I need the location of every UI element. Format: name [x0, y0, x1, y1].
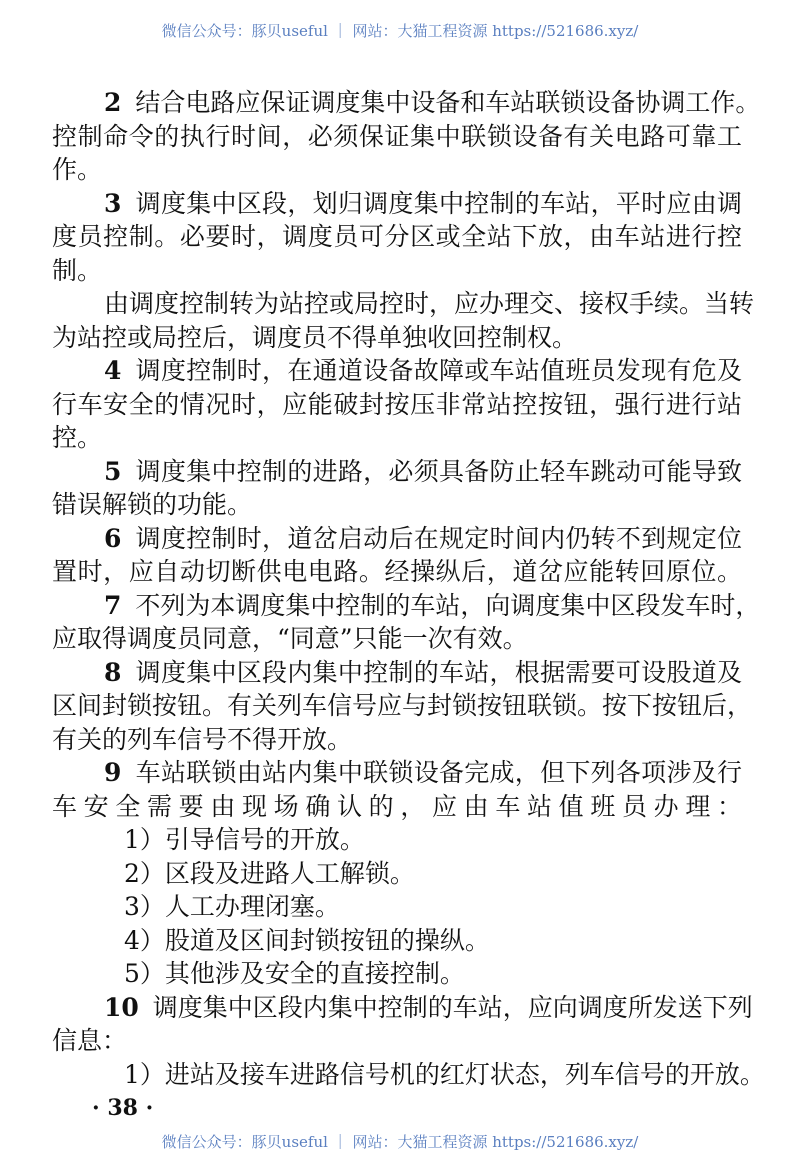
line-text: 车站联锁由站内集中联锁设备完成，但下列各项涉及行 [135, 758, 742, 787]
watermark-footer: 微信公众号：豚贝useful ｜ 网站：大猫工程资源 https://521686.xyz/ [161, 1133, 639, 1151]
text-line [52, 589, 761, 623]
line-text: 不列为本调度集中控制的车站，向调度集中区段发车时， [135, 590, 761, 620]
text-line [52, 455, 742, 489]
line-text: 行车安全的情况时，应能破封按压非常站控按钮，强行进行站 [52, 389, 742, 419]
clause-number: 8 [104, 657, 122, 687]
watermark-header: 微信公众号：豚贝useful ｜ 网站：大猫工程资源 https://521686.xyz/ [161, 22, 639, 40]
page-number: · 38 · [92, 1095, 154, 1121]
text-line [52, 1058, 765, 1092]
line-text: 制。 [52, 255, 103, 285]
text-line [52, 153, 742, 187]
clause-number: 2 [104, 88, 122, 117]
text-line [52, 756, 742, 790]
clause-number: 10 [104, 992, 139, 1022]
clause-number: 4 [104, 356, 122, 385]
text-line [52, 656, 742, 690]
line-text: 为站控或局控后，调度员不得单独收回控制权。 [52, 322, 578, 352]
clause-number: 9 [104, 758, 122, 787]
line-text: 车安全需要由现场确认的，应由车站值班员办理： [52, 791, 742, 821]
line-text: 错误解锁的功能。 [52, 490, 253, 519]
line-text: 调度集中区段内集中控制的车站，应向调度所发送下列 [152, 992, 753, 1022]
line-text: 4）股道及区间封锁按钮的操纵。 [124, 925, 490, 955]
line-text: 应取得调度员同意，“同意”只能一次有效。 [52, 624, 528, 653]
text-line [52, 689, 753, 723]
text-line [52, 421, 742, 455]
text-line [52, 555, 742, 589]
text-line [52, 857, 742, 891]
line-text: 1）引导信号的开放。 [124, 825, 365, 854]
line-text: 1）进站及接车进路信号机的红灯状态，列车信号的开放。 [124, 1059, 765, 1089]
text-line [52, 957, 742, 991]
text-line [52, 321, 742, 355]
line-text: 调度集中控制的进路，必须具备防止轻车跳动可能导致 [135, 456, 742, 486]
text-line [52, 522, 742, 556]
clause-number: 7 [104, 590, 122, 620]
text-line [52, 890, 742, 924]
line-text: 作。 [52, 155, 103, 184]
line-text: 区间封锁按钮。有关列车信号应与封锁按钮联锁。按下按钮后， [52, 691, 753, 720]
text-line [52, 354, 742, 388]
line-text: 3）人工办理闭塞。 [124, 892, 340, 921]
text-line [52, 1024, 742, 1058]
line-text: 控。 [52, 423, 103, 452]
text-line [52, 991, 753, 1025]
line-text: 2）区段及进路人工解锁。 [124, 858, 415, 888]
text-line [52, 823, 742, 857]
text-line [52, 287, 755, 321]
line-text: 有关的列车信号不得开放。 [52, 724, 353, 754]
clause-number: 5 [104, 456, 122, 486]
text-line [52, 488, 742, 522]
line-text: 置时，应自动切断供电电路。经操纵后，道岔应能转回原位。 [52, 557, 742, 586]
line-text: 结合电路应保证调度集中设备和车站联锁设备协调工作。 [135, 88, 761, 117]
line-text: 调度集中区段，划归调度集中控制的车站，平时应由调 [135, 188, 742, 218]
line-text: 信息： [52, 1026, 128, 1055]
text-line [52, 790, 742, 824]
text-line [52, 622, 742, 656]
text-line [52, 924, 742, 958]
line-text: 5）其他涉及安全的直接控制。 [124, 959, 465, 988]
text-line [52, 220, 742, 254]
document-body [52, 86, 765, 1091]
clause-number: 3 [104, 188, 122, 218]
line-text: 由调度控制转为站控或局控时，应办理交、接权手续。当转 [104, 289, 755, 318]
text-line [52, 254, 742, 288]
text-line [52, 120, 742, 154]
text-line [52, 187, 742, 221]
text-line [52, 86, 761, 120]
clause-number: 6 [104, 523, 122, 553]
line-text: 控制命令的执行时间，必须保证集中联锁设备有关电路可靠工 [52, 121, 742, 151]
text-line [52, 388, 742, 422]
text-line [52, 723, 742, 757]
line-text: 调度控制时，道岔启动后在规定时间内仍转不到规定位 [135, 523, 742, 553]
line-text: 调度控制时，在通道设备故障或车站值班员发现有危及 [135, 356, 742, 385]
line-text: 度员控制。必要时，调度员可分区或全站下放，由车站进行控 [52, 222, 742, 251]
line-text: 调度集中区段内集中控制的车站，根据需要可设股道及 [135, 657, 742, 687]
